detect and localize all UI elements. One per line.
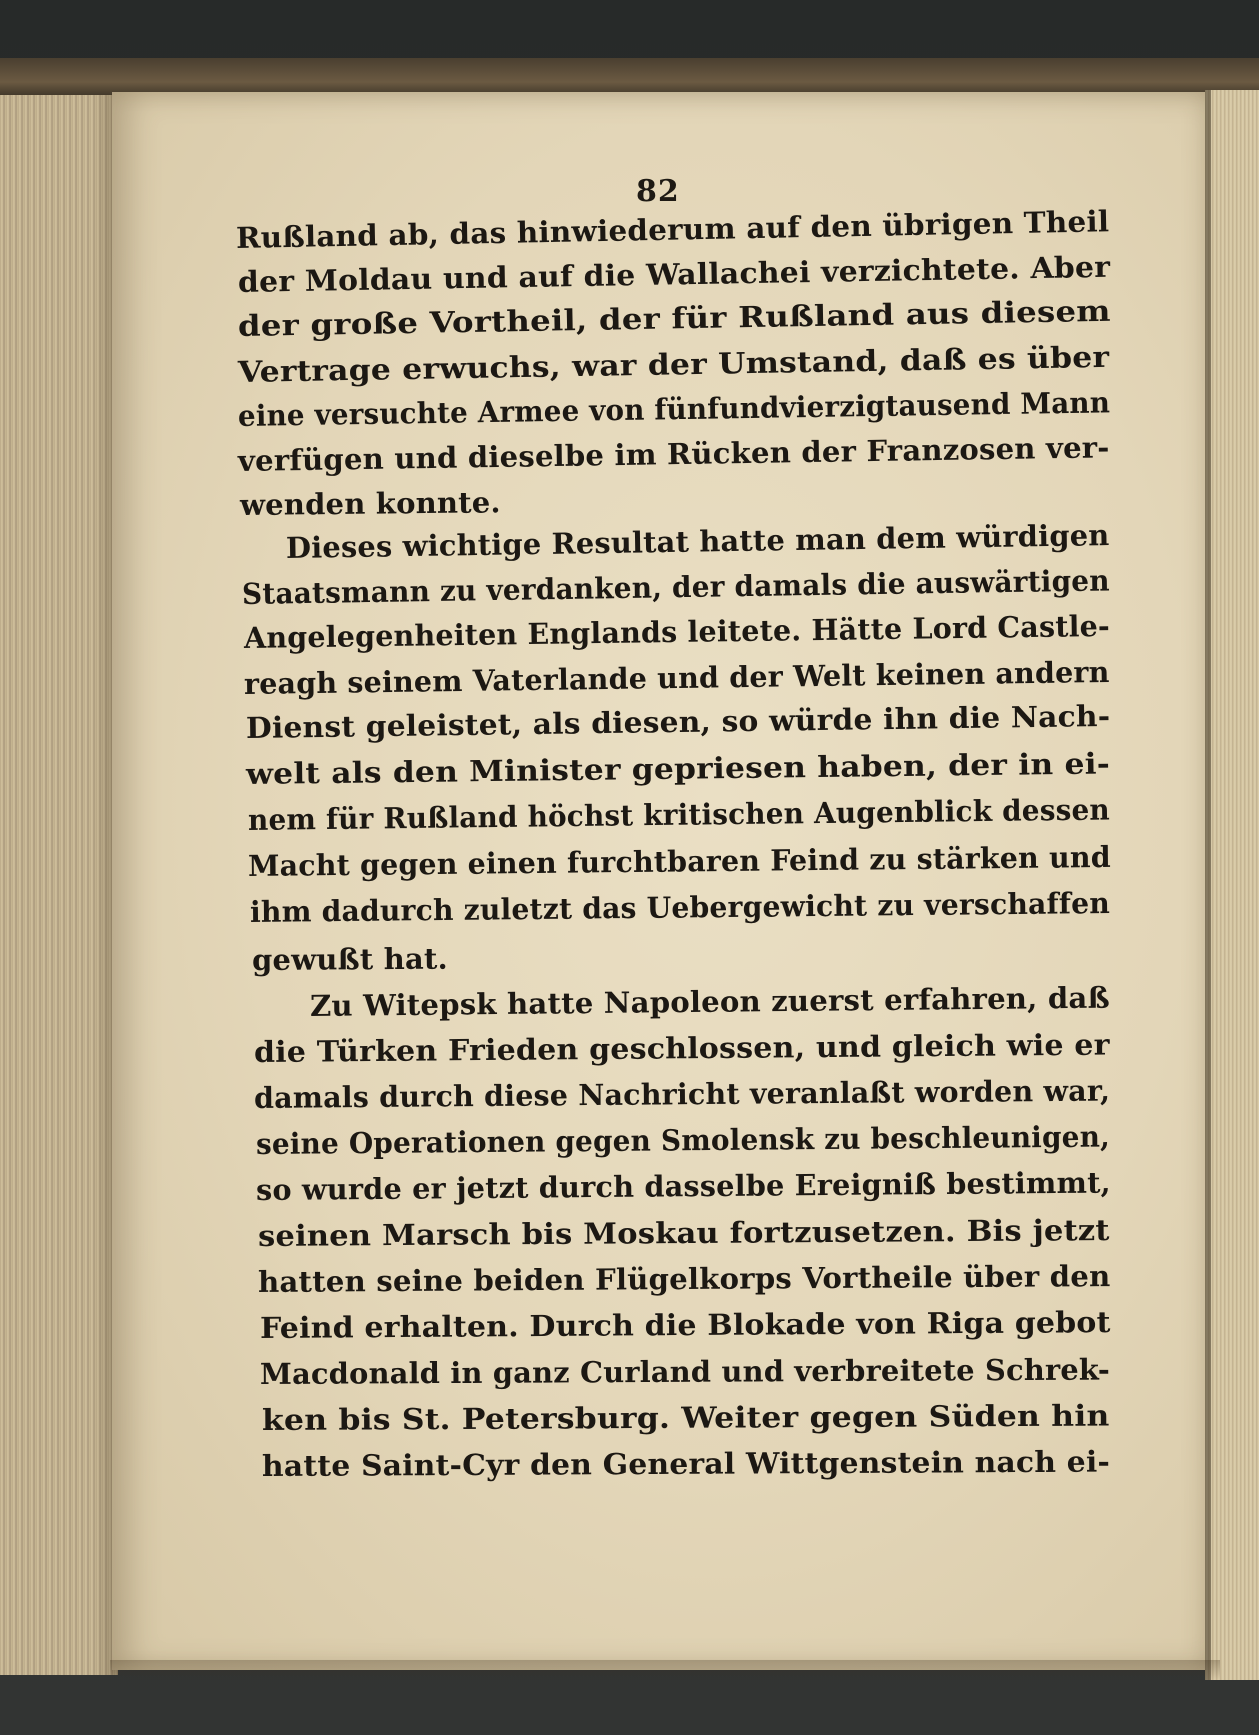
text-line: der große Vortheil, der für Rußland aus diesem xyxy=(237,293,1112,343)
text-line: Dieses wichtige Resultat hatte man dem würdigen xyxy=(285,518,1110,565)
text-line: wenden konnte. xyxy=(239,485,501,522)
text-line: die Türken Frieden geschlossen, und gleich wie er xyxy=(253,1027,1110,1069)
text-line: gewußt hat. xyxy=(251,941,448,977)
text-line: hatten seine beiden Flügelkorps Vortheile über den xyxy=(257,1259,1111,1299)
text-line: ken bis St. Petersburg. Weiter gegen Süden hin xyxy=(261,1398,1110,1437)
text-line: Vertrage erwuchs, war der Umstand, daß es über xyxy=(237,339,1110,389)
text-line: nem für Rußland höchst kritischen Augenblick dessen xyxy=(247,792,1111,837)
text-line: der Moldau und auf die Wallachei verzichtete. Aber xyxy=(237,249,1111,299)
text-line: verfügen und dieselbe im Rücken der Franzosen ver- xyxy=(237,430,1110,478)
text-line: seine Operationen gegen Smolensk zu beschleunigen, xyxy=(255,1119,1111,1161)
text-line: Macdonald in ganz Curland und verbreitete Schrek- xyxy=(259,1352,1111,1391)
text-line: Angelegenheiten Englands leitete. Hätte Lord Castle- xyxy=(243,608,1111,655)
text-line: Feind erhalten. Durch die Blokade von Riga gebot xyxy=(259,1305,1111,1345)
text-line: Macht gegen einen furchtbaren Feind zu stärken und xyxy=(247,839,1111,883)
text-line: welt als den Minister gepriesen haben, der in ei- xyxy=(245,746,1111,791)
text-line: seinen Marsch bis Moskau fortzusetzen. Bis jetzt xyxy=(257,1213,1110,1253)
text-line: ihm dadurch zuletzt das Uebergewicht zu verschaffen xyxy=(249,885,1111,929)
text-line: Dienst geleistet, als diesen, so würde ihn die Nach- xyxy=(245,698,1111,745)
page-number: 82 xyxy=(636,174,680,209)
text-line: Staatsmann zu verdanken, der damals die auswärtigen xyxy=(241,563,1110,611)
text-line: Zu Witepsk hatte Napoleon zuerst erfahren, daß xyxy=(309,980,1111,1023)
text-line: Rußland ab, das hinwiederum auf den übrigen Theil xyxy=(235,204,1110,255)
text-line: hatte Saint-Cyr den General Wittgenstein nach ei- xyxy=(261,1444,1111,1483)
text-line: so wurde er jetzt durch dasselbe Ereigniß bestimmt, xyxy=(255,1165,1111,1207)
text-line: damals durch diese Nachricht veranlaßt worden war, xyxy=(253,1073,1111,1115)
text-line: reagh seinem Vaterlande und der Welt keinen andern xyxy=(243,654,1110,701)
text-line: eine versuchte Armee von fünfundvierzigtausend Mann xyxy=(237,385,1111,433)
